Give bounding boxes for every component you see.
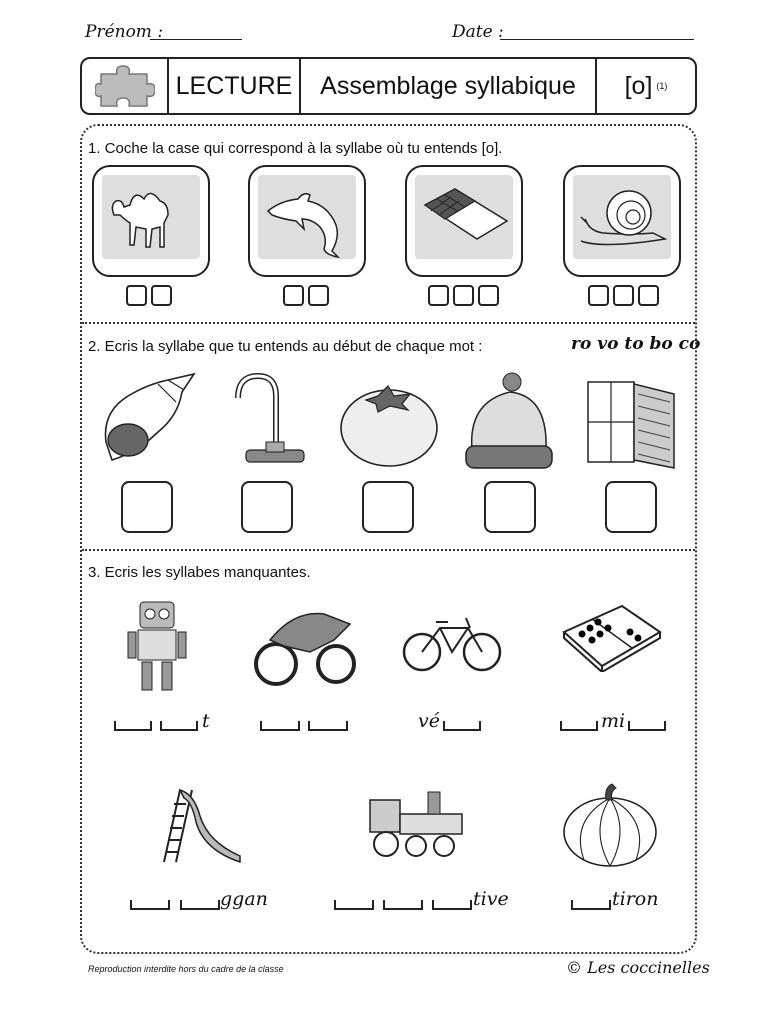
ex2-answer-box[interactable] (121, 481, 173, 533)
snail-icon (573, 175, 671, 261)
ex1-checkbox[interactable] (613, 285, 634, 306)
prenom-label: Prénom : (85, 22, 164, 42)
sound-symbol: [o] (624, 71, 653, 100)
worksheet-header (80, 57, 697, 115)
ex3-fragment: t (202, 710, 210, 732)
faucet-icon (228, 372, 308, 468)
dolphin-icon (258, 175, 356, 261)
ex3-blank[interactable] (260, 721, 300, 731)
ex3-fragment: tive (473, 888, 509, 910)
ex3-fragment: ggan (220, 888, 268, 910)
ex3-instruction: 3. Ecris les syllabes manquantes. (88, 564, 311, 581)
bicycle-icon (402, 610, 502, 674)
window-shutter-icon (582, 378, 682, 470)
tomato-icon (338, 376, 440, 468)
ex1-checkbox[interactable] (428, 285, 449, 306)
ex3-blank[interactable] (308, 721, 348, 731)
ex1-card-camel (92, 165, 210, 277)
target-sound (597, 59, 695, 113)
separator (82, 322, 695, 324)
ex3-blank[interactable] (443, 721, 481, 731)
domino-icon (558, 602, 664, 672)
ex1-checkbox[interactable] (308, 285, 329, 306)
worksheet-title: Assemblage syllabique (301, 59, 597, 113)
footer-note: Reproduction interdite hors du cadre de la classe (88, 964, 284, 974)
ex3-blank[interactable] (560, 721, 598, 731)
ex3-blank[interactable] (334, 900, 374, 910)
prenom-field[interactable] (150, 39, 242, 40)
camel-icon (102, 175, 200, 261)
ex1-checkbox[interactable] (588, 285, 609, 306)
ex2-instruction: 2. Ecris la syllabe que tu entends au début de chaque mot : (88, 338, 483, 355)
ex2-answer-box[interactable] (605, 481, 657, 533)
slide-icon (150, 782, 246, 866)
ex3-fragment: mi (601, 710, 626, 732)
sound-index: (1) (656, 81, 668, 91)
shell-icon (98, 372, 198, 468)
ex3-blank[interactable] (160, 721, 198, 731)
ex3-blank[interactable] (130, 900, 170, 910)
ex1-card-chocolate (405, 165, 523, 277)
ex1-checkbox[interactable] (638, 285, 659, 306)
ex3-blank[interactable] (383, 900, 423, 910)
motorcycle-icon (254, 600, 358, 692)
ex1-checkbox[interactable] (283, 285, 304, 306)
chocolate-bar-icon (415, 175, 513, 261)
ex2-answer-box[interactable] (362, 481, 414, 533)
puzzle-piece-icon (82, 59, 169, 113)
ex3-blank[interactable] (432, 900, 472, 910)
date-field[interactable] (500, 39, 694, 40)
ex2-answer-box[interactable] (241, 481, 293, 533)
ex3-fragment: tiron (612, 888, 659, 910)
ex3-blank[interactable] (571, 900, 611, 910)
subject-label: LECTURE (169, 59, 301, 113)
ex1-instruction: 1. Coche la case qui correspond à la syllabe où tu entends [o]. (88, 140, 503, 157)
ex1-checkbox[interactable] (126, 285, 147, 306)
ex2-answer-box[interactable] (484, 481, 536, 533)
ex1-checkbox[interactable] (478, 285, 499, 306)
ex3-blank[interactable] (114, 721, 152, 731)
robot-icon (124, 596, 190, 696)
date-label: Date : (452, 22, 504, 42)
pumpkin-icon (560, 780, 660, 870)
separator (82, 549, 695, 551)
ex3-blank[interactable] (180, 900, 220, 910)
ex1-checkbox[interactable] (453, 285, 474, 306)
ex1-checkbox[interactable] (151, 285, 172, 306)
beanie-icon (462, 372, 554, 472)
ex3-fragment: vé (418, 710, 440, 732)
ex2-syllable-list: ro vo to bo co (571, 334, 701, 354)
locomotive-icon (366, 786, 470, 862)
ex1-card-snail (563, 165, 681, 277)
ex1-card-dolphin (248, 165, 366, 277)
ex3-blank[interactable] (628, 721, 666, 731)
brand-signature: © Les coccinelles (566, 958, 710, 977)
